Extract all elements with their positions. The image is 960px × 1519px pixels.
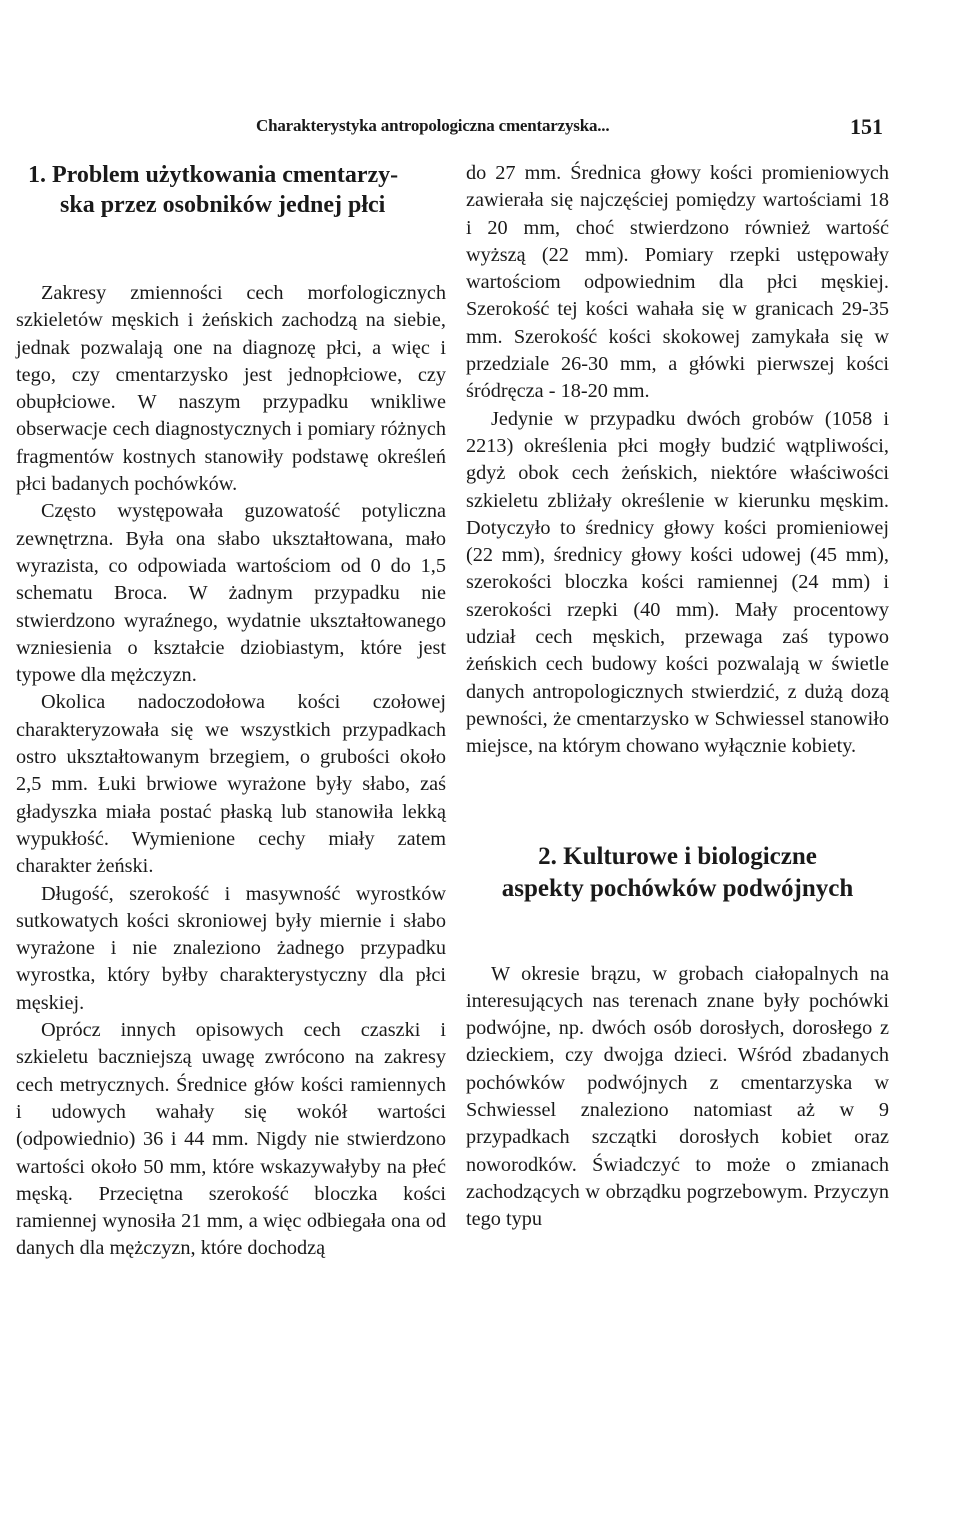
running-head: [0, 116, 960, 146]
section-heading-2-line2: aspekty pochówków podwójnych: [501, 874, 854, 902]
section-heading-2: [466, 841, 889, 905]
paragraph: Długość, szerokość i masywność wyrostków sutkowatych kości skroniowej były miernie i słabo wyrażone i nie znaleziono żadnego przypadku wyrostka, który byłby charakterystyczny dla płci męskiej.: [16, 882, 446, 1014]
paragraph: Zakresy zmienności cech morfologicznych szkieletów męskich i żeńskich zachodzą na siebie, jednak pozwalają one na diagnozę płci, a więc i tego, czy cmentarzysko jest jednopłciowe, czy obupłciowe. W naszym przypadku wnikliwe obserwacje cech diagnostycznych i pomiary różnych fragmentów kostnych stanowiły podstawę określeń płci badanych pochówków.: [16, 282, 446, 496]
paragraph: Jedynie w przypadku dwóch grobów (1058 i 2213) określenia płci mogły budzić wątpliwości, gdyż obok cech żeńskich, niektóre właściwości szkieletu zbliżały określenie w kierunku męskim. Dotyczyło to średnicy głowy kości promieniowej (22 mm), średnicy głowy kości udowej (45 mm), szerokości bloczka kości ramiennej (24 mm) i szerokości rzepki (40 mm). Mały procentowy udział cech męskich, przewaga zaś typowo żeńskich cech budowy kości pozwalają w świetle danych antropologicznych stwierdzić, z dużą dozą pewności, że cmentarzysko w Schwiessel stanowiło miejsce, na którym chowano wyłącznie kobiety.: [466, 407, 889, 758]
paragraph: Często występowała guzowatość potyliczna zewnętrzna. Była ona słabo ukształtowana, mało wyrazista, co odpowiada wartościom od 0 do 1,5 schematu Broca. W żadnym przypadku nie stwierdzono wyraźnego, wydatnie ukształtowanego wzniesienia o kształcie dziobiastym, które jest typowe dla mężczyzn.: [16, 500, 446, 687]
paragraph: Oprócz innych opisowych cech czaszki i szkieletu baczniejszą uwagę zwrócono na zakresy cech metrycznych. Średnice głów kości ramiennych i udowych wahały się wokół wartości (odpowiednio) 36 i 44 mm. Nigdy nie stwierdzono wartości około 50 mm, które wskazywałyby na płeć męską. Przeciętna szerokość bloczka kości ramiennej wynosiła 21 mm, a więc odbiegała ona od danych dla mężczyzn, które dochodzą: [16, 1019, 446, 1260]
section-heading-1-line2: ska przez osobników jednej płci: [60, 192, 386, 218]
section-heading-1: [16, 160, 446, 220]
section-heading-1-line1: 1. Problem użytkowania cmentarzy-: [28, 162, 399, 188]
page-number: 151: [850, 114, 883, 139]
paragraph: W okresie brązu, w grobach ciałopalnych na interesujących nas terenach znane były pochówki podwójne, np. dwóch osób dorosłych, dorosłego z dzieckiem, czy dwojga dzieci. Wśród zbadanych pochówków podwójnych z cmentarzyska w Schwiessel znaleziono natomiast aż w 9 przypadkach szczątki dorosłych kobiet oraz noworodków. Świadczyć to może o zmianach zachodzących w obrządku pogrzebowym. Przyczyn tego typu: [466, 962, 889, 1231]
paragraph: do 27 mm. Średnica głowy kości promieniowych zawierała się najczęściej pomiędzy wartościami 18 i 20 mm, choć stwierdzono również wartość wyższą (22 mm). Pomiary rzepki ustępowały wartościom odpowiednim dla płci męskiej. Szerokość tej kości wahała się w granicach 29-35 mm. Szerokość kości skokowej zamykała się w przedziale 26-30 mm, a główki pierwszej kości śródręcza - 18-20 mm.: [466, 162, 889, 403]
running-head-title: Charakterystyka antropologiczna cmentarzyska...: [256, 116, 610, 135]
left-column: [16, 160, 446, 1263]
right-column: [466, 160, 889, 1234]
paragraph: Okolica nadoczodołowa kości czołowej charakteryzowała się we wszystkich przypadkach ostro ukształtowanym brzegiem, o grubości około 2,5 mm. Łuki brwiowe wyrażone były słabo, zaś gładyszka miała postać płaską lub stanowiła lekką wypukłość. Wymienione cechy miały zatem charakter żeński.: [16, 691, 446, 878]
section-heading-2-line1: 2. Kulturowe i biologiczne: [538, 842, 817, 870]
